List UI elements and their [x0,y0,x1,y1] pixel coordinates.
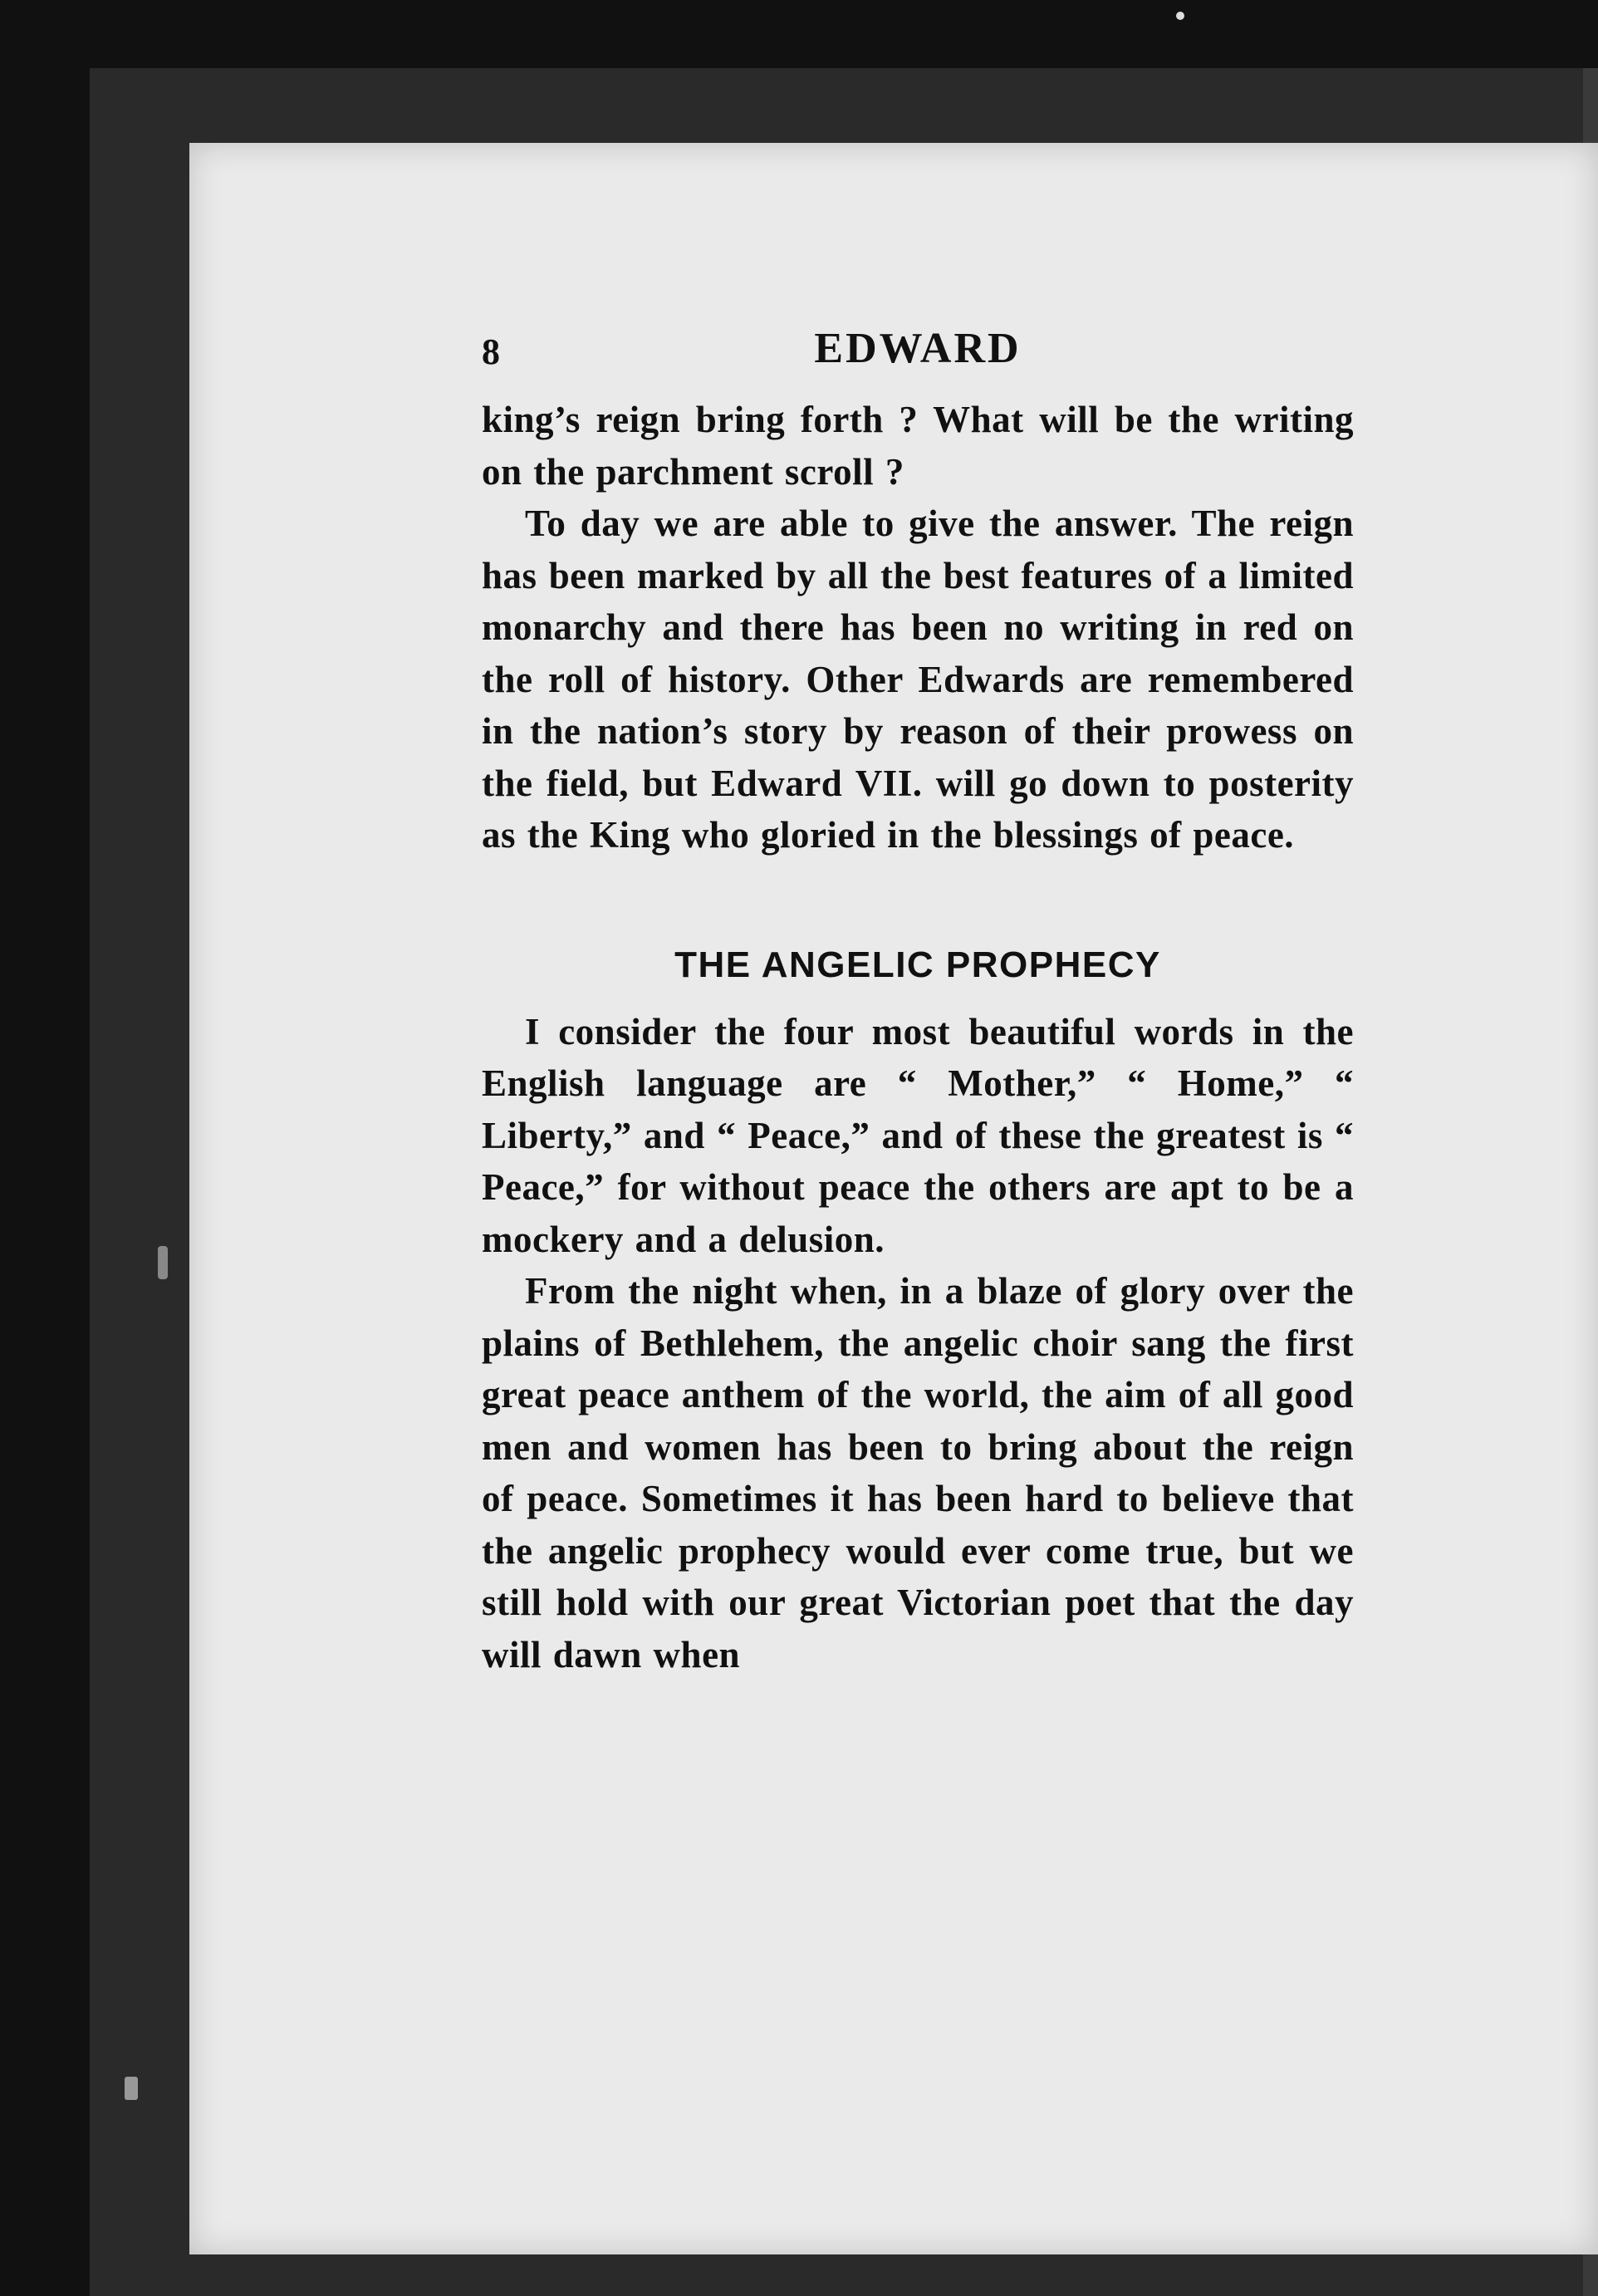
paragraph: king’s reign bring forth ? What will be the writing on the parchment scroll ? [482,399,1354,493]
page-text-block [482,324,1354,1680]
paragraph: From the night when, in a blaze of glory over the plains of Bethlehem, the angelic choir sang the first great peace anthem of the world, the aim of all good men and women has been to bring about the reign of peace. Sometimes it has been hard to believe that the angelic prophecy would ever come true, but we still hold with our great Victorian poet that the day will dawn when [482,1270,1354,1675]
scan-speck [1176,12,1184,20]
scan-speck [125,2077,138,2100]
page-number: 8 [482,331,500,372]
paragraph: To day we are able to give the answer. The reign has been marked by all the best features of a limited monarchy and there has been no writing in red on the roll of history. Other Edwards are remembered in the nation’s story by reason of their prowess on the field, but Edward VII. will go down to posterity as the King who gloried in the blessings of peace. [482,503,1354,856]
running-title: EDWARD [814,325,1022,372]
paragraph: I consider the four most beautiful words in the English language are “ Mother,” “ Home,” “ Liberty,” and “ Peace,” and of these the greatest is “ Peace,” for without peace the others are apt to be a mockery and a delusion. [482,1010,1354,1260]
scan-speck [158,1246,168,1279]
running-header [482,324,1354,382]
section-heading: THE ANGELIC PROPHECY [674,944,1161,985]
